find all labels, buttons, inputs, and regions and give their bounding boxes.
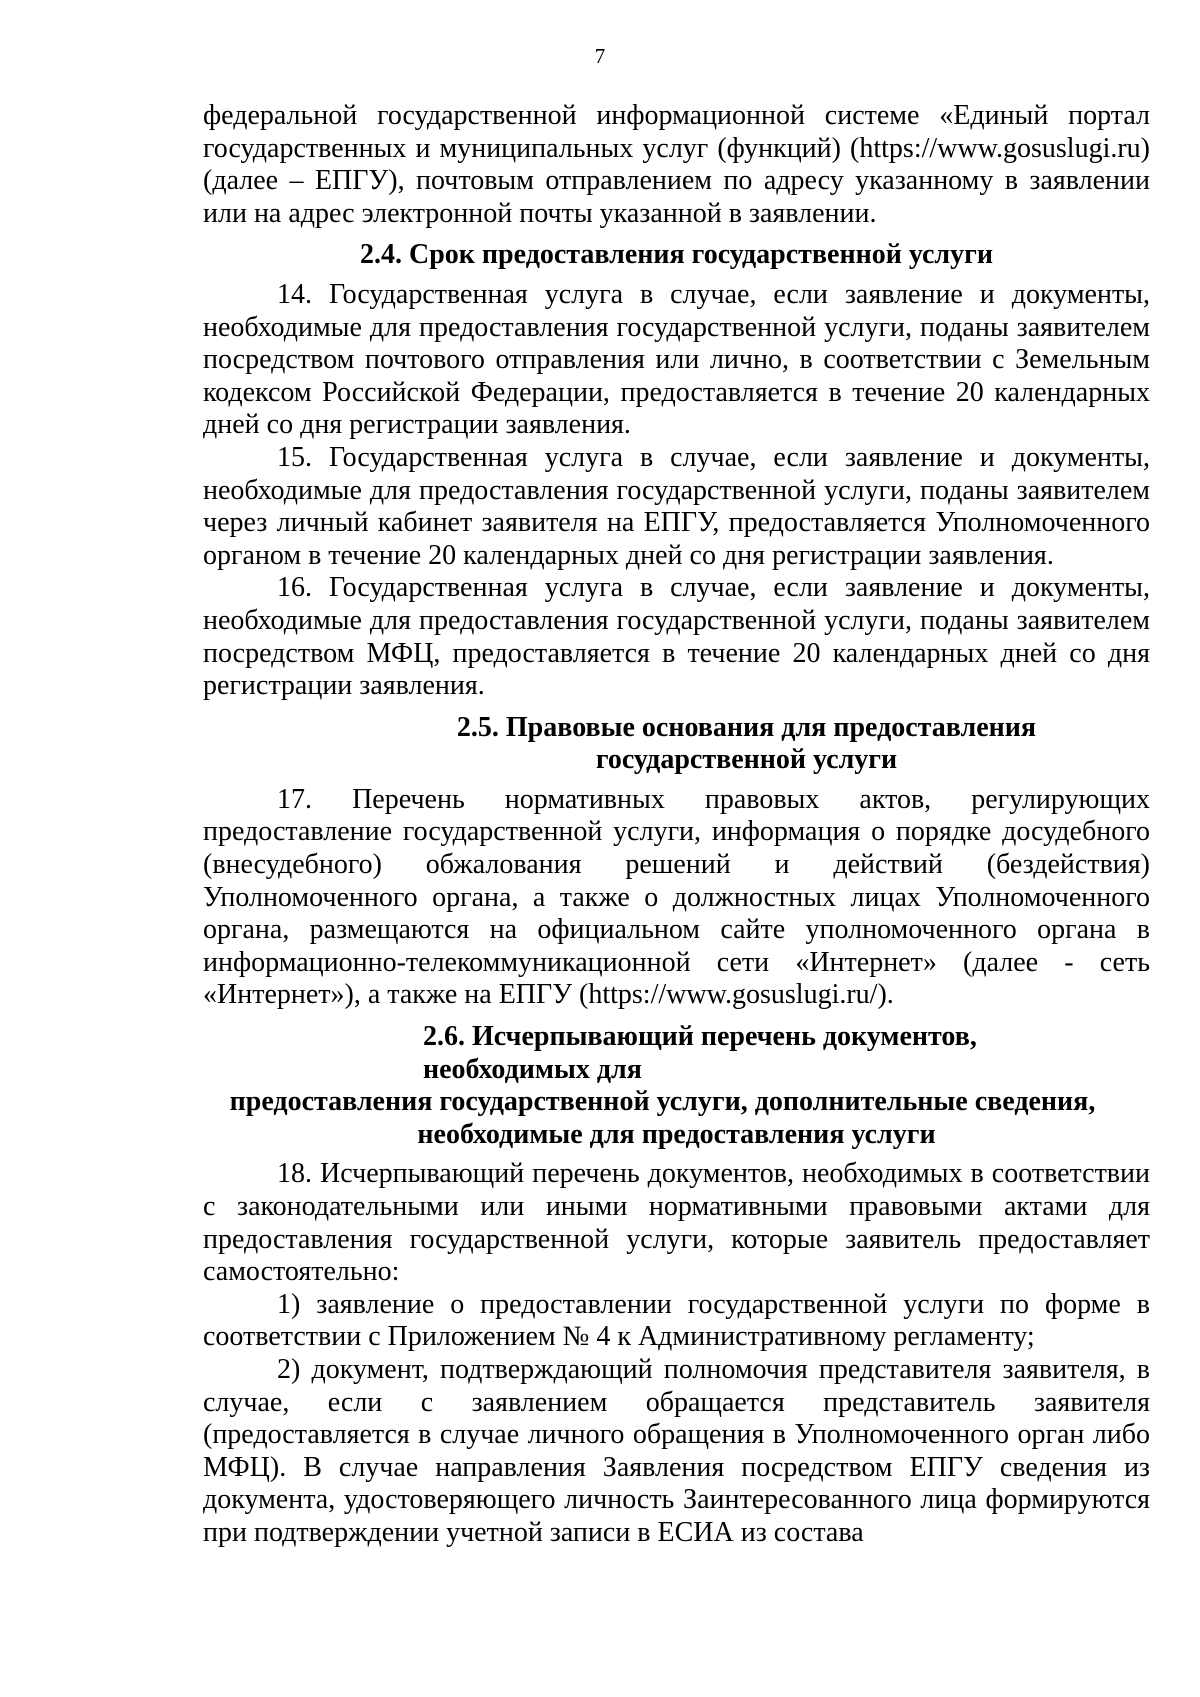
section-heading-2-5 [203, 712, 1150, 777]
page-number: 7 [594, 44, 606, 68]
section-heading-2-6-line3: необходимые для предоставления услуги [417, 1118, 936, 1150]
paragraph-14: 14. Государственная услуга в случае, если заявление и документы, необходимые для предоставления государственной услуги, поданы заявителем посредством почтового отправления или лично, в соответствии с Земельным кодексом Российской Федерации, предоставляется в течение 20 календарных дней со дня регистрации заявления. [203, 278, 1150, 441]
section-heading-2-4-text: 2.4. Срок предоставления государственной услуги [360, 239, 993, 271]
paragraph-15: 15. Государственная услуга в случае, если заявление и документы, необходимые для предоставления государственной услуги, поданы заявителем через личный кабинет заявителя на ЕПГУ, предоставляется Уполномоченного органом в течение 20 календарных дней со дня регистрации заявления. [203, 441, 1150, 571]
section-heading-2-5-line2: государственной услуги [595, 744, 898, 776]
list-item-2: 2) документ, подтверждающий полномочия представителя заявителя, в случае, если с заявлением обращается представитель заявителя (предоставляется в случае личного обращения в Уполномоченного орган либо МФЦ). В случае направления Заявления посредством ЕПГУ сведения из документа, удостоверяющего личность Заинтересованного лица формируются при подтверждении учетной записи в ЕСИА из состава [203, 1353, 1150, 1548]
list-item-1: 1) заявление о предоставлении государственной услуги по форме в соответствии с Приложением № 4 к Административному регламенту; [203, 1288, 1150, 1353]
section-heading-2-6-line1: 2.6. Исчерпывающий перечень документов, необходимых для [423, 1021, 977, 1085]
paragraph-18: 18. Исчерпывающий перечень документов, необходимых в соответствии с законодательными или иными нормативными правовыми актами для предоставления государственной услуги, которые заявитель предоставляет самостоятельно: [203, 1158, 1150, 1288]
paragraph-17: 17. Перечень нормативных правовых актов, регулирующих предоставление государственной услуги, информация о порядке досудебного (внесудебного) обжалования решений и действий (бездействия) Уполномоченного органа, а также о должностных лицах Уполномоченного органа, размещаются на официальном сайте уполномоченного органа в информационно-телекоммуникационной сети «Интернет» (далее - сеть «Интернет»), а также на ЕПГУ (https://www.gosuslugi.ru/). [203, 783, 1150, 1011]
section-heading-2-5-line1: 2.5. Правовые основания для предоставления [456, 711, 1037, 743]
intro-paragraph: федеральной государственной информационной системе «Единый портал государственных и муниципальных услуг (функций) (https://www.gosuslugi.ru) (далее – ЕПГУ), почтовым отправлением по адресу указанному в заявлении или на адрес электронной почты указанной в заявлении. [203, 100, 1150, 229]
section-heading-2-6 [203, 1021, 1150, 1151]
section-heading-2-4 [203, 239, 1150, 272]
paragraph-16: 16. Государственная услуга в случае, если заявление и документы, необходимые для предоставления государственной услуги, поданы заявителем посредством МФЦ, предоставляется в течение 20 календарных дней со дня регистрации заявления. [203, 572, 1150, 702]
document-body [203, 100, 1150, 1550]
section-heading-2-6-line2: предоставления государственной услуги, дополнительные сведения, [229, 1086, 1096, 1118]
